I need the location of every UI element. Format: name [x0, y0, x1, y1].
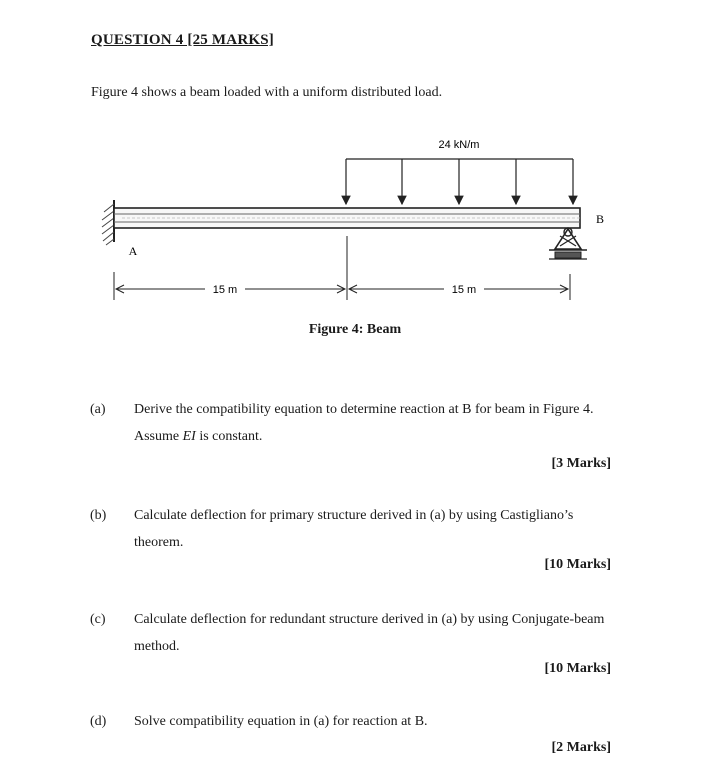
- question-a-text: [134, 396, 620, 450]
- question-d-text: Solve compatibility equation in (a) for reaction at B.: [134, 714, 428, 729]
- beam: [114, 208, 580, 228]
- question-d-marks: [2 Marks]: [551, 740, 611, 755]
- question-a-text-post: is constant.: [195, 429, 263, 444]
- question-title: QUESTION 4 [25 MARKS]: [91, 32, 274, 48]
- udl-arrows: [346, 159, 573, 204]
- fixed-support-a: [102, 200, 114, 245]
- support-a-label: A: [128, 244, 138, 258]
- roller-support-b: [549, 228, 587, 259]
- dimension-lines: [114, 236, 570, 300]
- load-label: 24 kN/m: [438, 139, 480, 151]
- question-d-label: (d): [90, 714, 107, 729]
- question-b-marks: [10 Marks]: [544, 557, 611, 572]
- question-a-text-em: EI: [182, 429, 196, 444]
- beam-figure: [0, 0, 714, 320]
- support-b-label: B: [595, 212, 605, 226]
- span2-label: 15 m: [451, 284, 477, 296]
- question-a-label: (a): [90, 402, 106, 417]
- question-a-marks: [3 Marks]: [551, 456, 611, 471]
- question-a-text-pre: Derive the compatibility equation to determine reaction at B for beam in Figure 4. Assume: [134, 402, 594, 444]
- question-c-text: Calculate deflection for redundant structure derived in (a) by using Conjugate-beam method.: [134, 612, 605, 654]
- question-b-label: (b): [90, 508, 107, 523]
- question-b-text: Calculate deflection for primary structure derived in (a) by using Castigliano’s theorem.: [134, 508, 574, 550]
- figure-caption-text: Figure 4: Beam: [308, 322, 402, 337]
- intro-text: Figure 4 shows a beam loaded with a uniform distributed load.: [91, 85, 443, 100]
- span1-label: 15 m: [212, 284, 238, 296]
- figure-caption: [0, 322, 714, 338]
- question-c-marks: [10 Marks]: [544, 661, 611, 676]
- question-c-label: (c): [90, 612, 106, 627]
